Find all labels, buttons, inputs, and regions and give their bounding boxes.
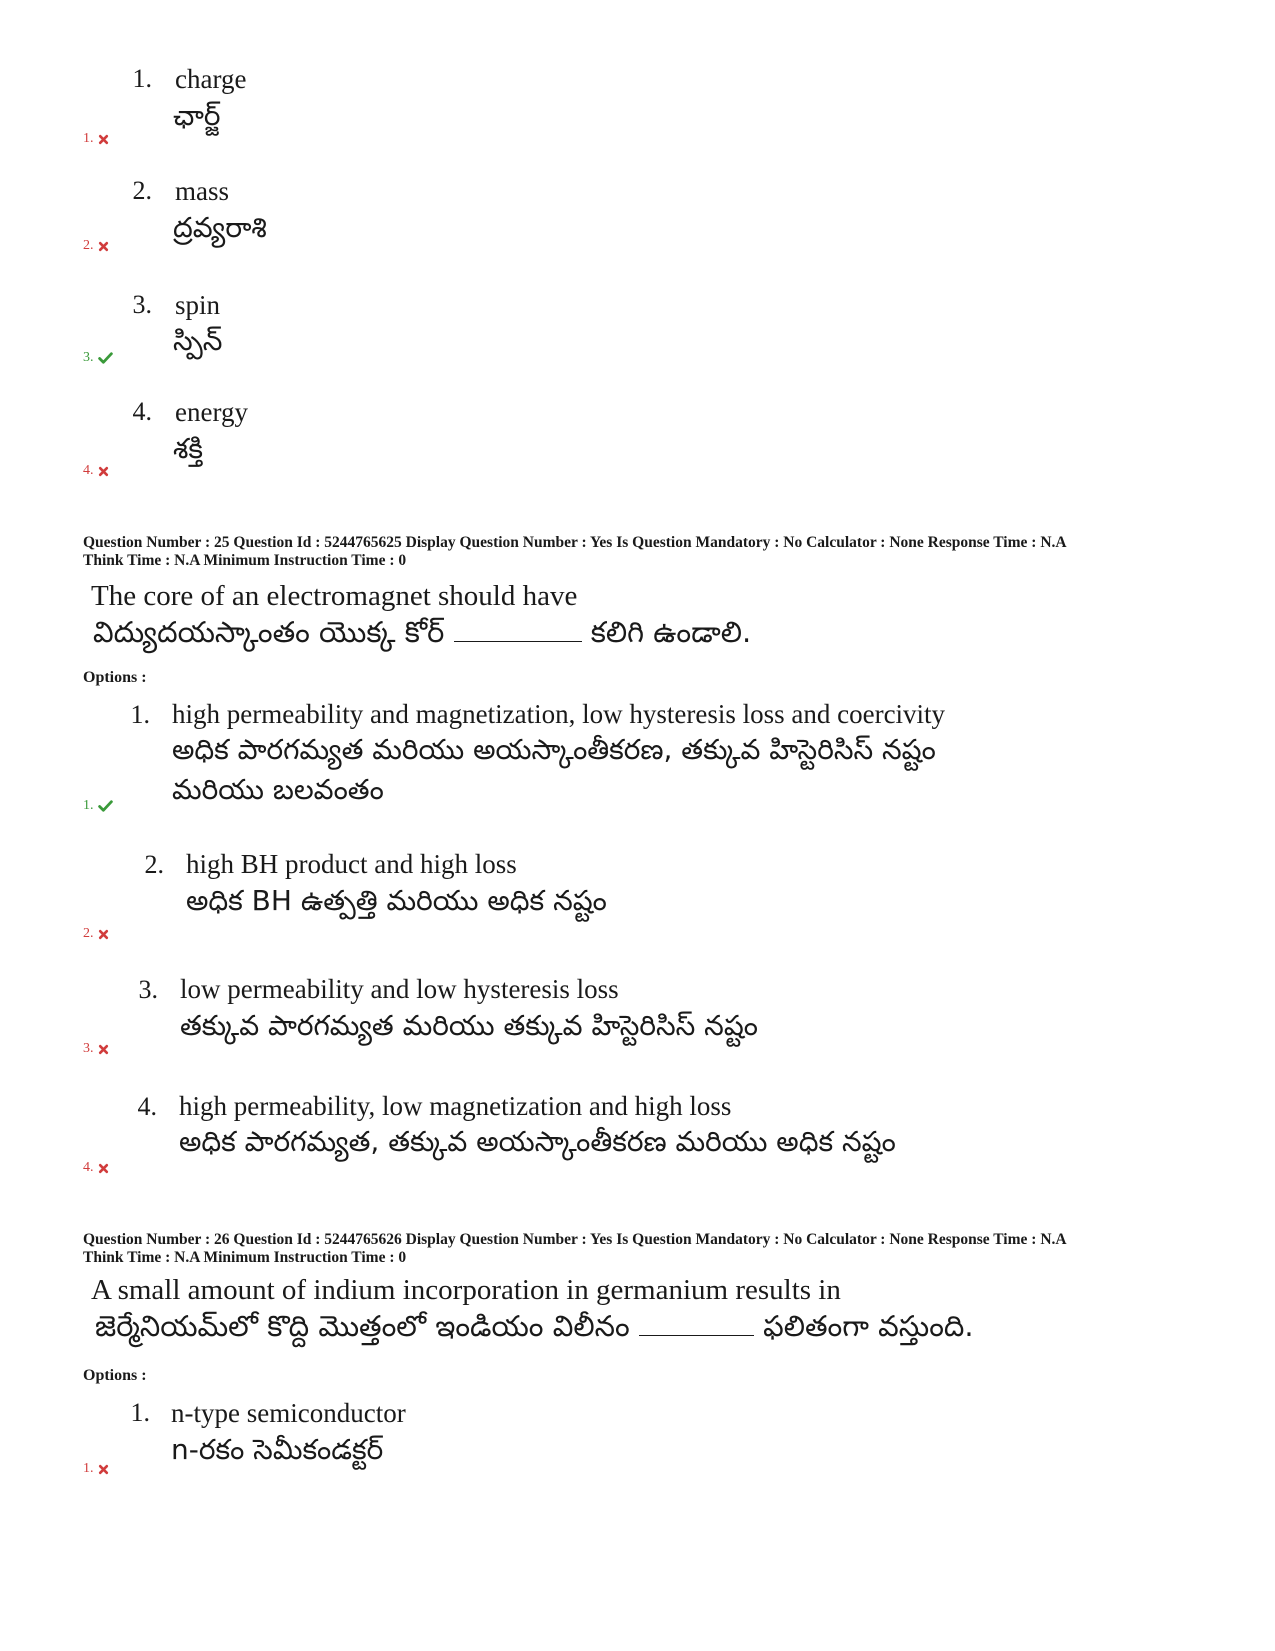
option-text-te: ద్రవ్యరాశి <box>173 211 267 244</box>
option-mark-label: 4. <box>83 463 94 478</box>
question-stem-en: The core of an electromagnet should have <box>91 580 578 612</box>
option-result-mark <box>83 1041 109 1057</box>
options-label: Options : <box>83 669 147 686</box>
option-text-en: high permeability, low magnetization and high loss <box>179 1091 732 1121</box>
check-icon <box>98 352 113 364</box>
option-text-en: spin <box>175 290 221 320</box>
option-text-te: స్పిన్ <box>173 324 223 357</box>
stem-te-after: ఫలితంగా వస్తుంది. <box>763 1309 974 1343</box>
option-text-en: low permeability and low hysteresis loss <box>180 974 619 1004</box>
option-mark-label: 2. <box>83 926 94 941</box>
stem-te-after: కలిగి ఉండాలి. <box>590 615 752 649</box>
option-mark-label: 1. <box>83 131 94 146</box>
option-text-en: n-type semiconductor <box>171 1398 406 1428</box>
option-mark-label: 2. <box>83 238 94 253</box>
answer-blank <box>639 1307 754 1336</box>
option-text-te-cont: మరియు బలవంతం <box>172 773 384 806</box>
cross-icon <box>98 1044 109 1055</box>
option-text-te: అధిక పారగమ్యత మరియు అయస్కాంతీకరణ, తక్కువ హిస్టెరిసిస్ నష్టం <box>172 733 936 766</box>
question-meta-line-2: Think Time : N.A Minimum Instruction Time : 0 <box>83 552 407 569</box>
option-text-te: అధిక BH ఉత్పత్తి మరియు అధిక నష్టం <box>186 884 607 917</box>
option-mark-label: 4. <box>83 1160 94 1175</box>
option-mark-label: 3. <box>83 350 94 365</box>
option-number: 4. <box>137 1092 157 1121</box>
option-text-te: శక్తి <box>173 432 204 465</box>
option-text-en: high BH product and high loss <box>186 849 517 879</box>
option-number: 1. <box>130 700 150 729</box>
option-result-mark <box>83 1461 109 1477</box>
option-text-en: energy <box>175 397 248 427</box>
answer-blank <box>454 613 582 642</box>
cross-icon <box>98 1464 109 1475</box>
option-text-en: high permeability and magnetization, low hysteresis loss and coercivity <box>172 699 946 729</box>
question-stem-en: A small amount of indium incorporation in germanium results in <box>91 1274 841 1306</box>
stem-te-before: జెర్మేనియమ్‌లో కొద్ది మొత్తంలో ఇండియం విలీనం <box>95 1309 630 1343</box>
question-stem-te <box>95 1306 974 1346</box>
cross-icon <box>98 241 109 252</box>
option-mark-label: 1. <box>83 798 94 813</box>
option-result-mark <box>83 463 109 479</box>
cross-icon <box>98 929 109 940</box>
question-meta-line-1: Question Number : 25 Question Id : 5244765625 Display Question Number : Yes Is Question Mandatory : No Calculator : None Response Time : N.A <box>83 534 1067 551</box>
cross-icon <box>98 134 109 145</box>
option-number: 3. <box>132 290 152 319</box>
option-text-te: n-రకం సెమీకండక్టర్ <box>171 1433 384 1466</box>
option-number: 2. <box>144 850 164 879</box>
option-mark-label: 1. <box>83 1461 94 1476</box>
option-result-mark <box>83 238 109 254</box>
option-text-te: తక్కువ పారగమ్యత మరియు తక్కువ హిస్టెరిసిస్ నష్టం <box>180 1009 758 1042</box>
option-text-te: ఛార్జ్ <box>173 99 221 132</box>
cross-icon <box>98 1163 109 1174</box>
option-number: 1. <box>132 64 152 93</box>
option-number: 2. <box>132 176 152 205</box>
option-number: 3. <box>138 975 158 1004</box>
question-meta-line-2: Think Time : N.A Minimum Instruction Time : 0 <box>83 1249 407 1266</box>
stem-te-before: విద్యుదయస్కాంతం యొక్క కోర్ <box>93 615 445 649</box>
options-label: Options : <box>83 1367 147 1384</box>
option-number: 1. <box>130 1398 150 1427</box>
question-stem-te <box>93 612 751 652</box>
option-result-mark <box>83 798 113 814</box>
option-text-en: charge <box>175 64 247 94</box>
option-result-mark <box>83 350 113 366</box>
option-result-mark <box>83 1160 109 1176</box>
question-meta-line-1: Question Number : 26 Question Id : 5244765626 Display Question Number : Yes Is Question Mandatory : No Calculator : None Response Time : N.A <box>83 1231 1067 1248</box>
option-result-mark <box>83 131 109 147</box>
option-mark-label: 3. <box>83 1041 94 1056</box>
option-text-te: అధిక పారగమ్యత, తక్కువ అయస్కాంతీకరణ మరియు అధిక నష్టం <box>179 1125 896 1158</box>
option-result-mark <box>83 926 109 942</box>
option-text-en: mass <box>175 176 229 206</box>
check-icon <box>98 800 113 812</box>
option-number: 4. <box>132 397 152 426</box>
cross-icon <box>98 466 109 477</box>
